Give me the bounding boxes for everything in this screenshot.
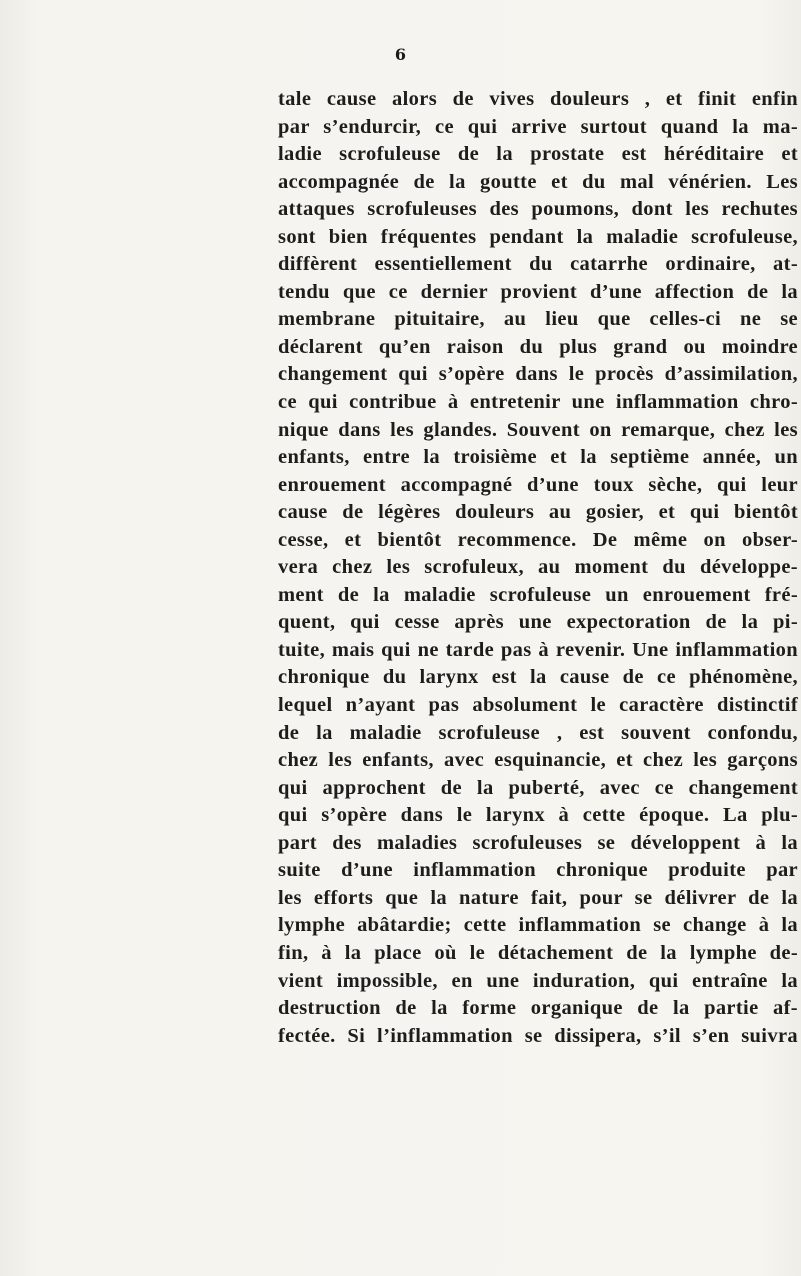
text-line: membrane pituitaire, au lieu que celles-ci ne se xyxy=(278,308,798,331)
text-line: chronique du larynx est la cause de ce phénomène, xyxy=(278,666,798,689)
text-line: tale cause alors de vives douleurs , et finit enfin xyxy=(278,88,798,110)
text-line: déclarent qu’en raison du plus grand ou moindre xyxy=(278,335,798,358)
text-line: lequel n’ayant pas absolument le caractère distinctif xyxy=(278,694,798,717)
text-line: ment de la maladie scrofuleuse un enrouement fré- xyxy=(278,583,798,606)
text-line: nique dans les glandes. Souvent on remarque, chez les xyxy=(278,418,798,441)
text-line: enrouement accompagné d’une toux sèche, qui leur xyxy=(278,473,798,496)
text-line: de la maladie scrofuleuse , est souvent confondu, xyxy=(278,721,798,744)
text-line: sont bien fréquentes pendant la maladie scrofuleuse, xyxy=(278,225,798,248)
text-line: suite d’une inflammation chronique produite par xyxy=(278,859,798,882)
text-line: vient impossible, en une induration, qui entraîne la xyxy=(278,969,798,992)
page-number: 6 xyxy=(394,45,407,64)
text-line: les efforts que la nature fait, pour se délivrer de la xyxy=(278,886,798,909)
text-line: cause de légères douleurs au gosier, et qui bientôt xyxy=(278,501,798,524)
text-line: vera chez les scrofuleux, au moment du développe- xyxy=(278,556,798,579)
text-line: fin, à la place où le détachement de la lymphe de- xyxy=(278,941,798,964)
text-line: qui approchent de la puberté, avec ce changement xyxy=(278,776,798,799)
text-line: tendu que ce dernier provient d’une affection de la xyxy=(278,280,798,303)
text-line: cesse, et bientôt recommence. De même on obser- xyxy=(278,528,798,551)
text-line: tuite, mais qui ne tarde pas à revenir. Une inflammation xyxy=(278,638,798,661)
text-line: lymphe abâtardie; cette inflammation se change à la xyxy=(278,914,798,937)
text-line: chez les enfants, avec esquinancie, et chez les garçons xyxy=(278,749,798,772)
text-line: destruction de la forme organique de la partie af- xyxy=(278,997,798,1020)
text-line: changement qui s’opère dans le procès d’assimilation, xyxy=(278,363,798,386)
text-line: par s’endurcir, ce qui arrive surtout quand la ma- xyxy=(278,115,798,138)
text-line: accompagnée de la goutte et du mal vénérien. Les xyxy=(278,170,798,193)
text-line: quent, qui cesse après une expectoration de la pi- xyxy=(278,611,798,634)
text-line: ladie scrofuleuse de la prostate est héréditaire et xyxy=(278,143,798,166)
text-line: qui s’opère dans le larynx à cette époque. La plu- xyxy=(278,804,798,827)
text-line: diffèrent essentiellement du catarrhe ordinaire, at- xyxy=(278,253,798,276)
text-line: enfants, entre la troisième et la septième année, un xyxy=(278,446,798,469)
body-text xyxy=(278,86,798,1050)
text-line: ce qui contribue à entretenir une inflammation chro- xyxy=(278,391,798,414)
text-line: attaques scrofuleuses des poumons, dont les rechutes xyxy=(278,198,798,221)
text-line: part des maladies scrofuleuses se développent à la xyxy=(278,831,798,854)
text-line: fectée. Si l’inflammation se dissipera, s’il s’en suivra xyxy=(278,1024,798,1047)
